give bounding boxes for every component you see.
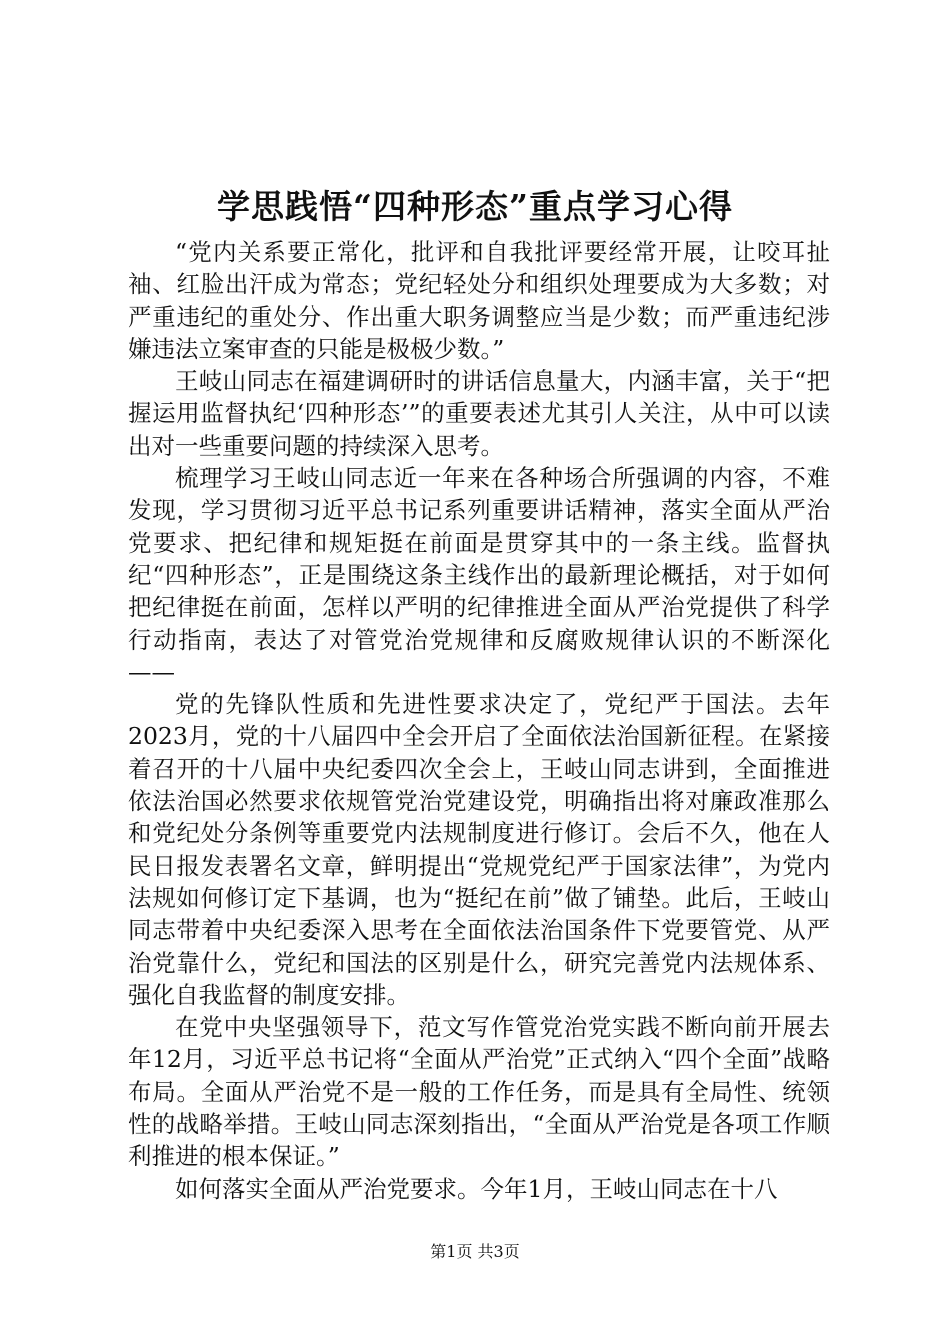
page-footer: 第1页 共3页 <box>430 1242 520 1261</box>
paragraph: 党的先锋队性质和先进性要求决定了，党纪严于国法。去年2023月，党的十八届四中全会开启了全面依法治国新征程。在紧接着召开的十八届中央纪委四次全会上，王岐山同志讲到，全面推进依法治国必然要求依规管党治党建设党，明确指出将对廉政准那么和党纪处分条例等重要党内法规制度进行修订。会后不久，他在人民日报发表署名文章，鲜明提出“党规党纪严于国家法律”，为党内法规如何修订定下基调，也为“挺纪在前”做了铺垫。此后，王岐山同志带着中央纪委深入思考在全面依法治国条件下党要管党、从严治党靠什么，党纪和国法的区别是什么，研究完善党内法规体系、强化自我监督的制度安排。 <box>128 690 830 1009</box>
paragraph: 在党中央坚强领导下，范文写作管党治党实践不断向前开展去年12月，习近平总书记将“全面从严治党”正式纳入“四个全面”战略布局。全面从严治党不是一般的工作任务，而是具有全局性、统领性的战略举措。王岐山同志深刻指出，“全面从严治党是各项工作顺利推进的根本保证。” <box>128 1013 830 1171</box>
document-title: 学思践悟“四种形态”重点学习心得 <box>217 187 733 226</box>
paragraph: 如何落实全面从严治党要求。今年1月，王岐山同志在十八 <box>175 1174 778 1203</box>
paragraph: 梳理学习王岐山同志近一年来在各种场合所强调的内容，不难发现，学习贯彻习近平总书记系列重要讲话精神，落实全面从严治党要求、把纪律和规矩挺在前面是贯穿其中的一条主线。监督执纪“四种形态”，正是围绕这条主线作出的最新理论概括，对于如何把纪律挺在前面，怎样以严明的纪律推进全面从严治党提供了科学行动指南，表达了对管党治党规律和反腐败规律认识的不断深化—— <box>128 464 830 686</box>
paragraph: “党内关系要正常化，批评和自我批评要经常开展，让咬耳扯袖、红脸出汗成为常态；党纪轻处分和组织处理要成为大多数；对严重违纪的重处分、作出重大职务调整应当是少数；而严重违纪涉嫌违法立案审查的只能是极极少数。” <box>128 238 830 363</box>
paragraph: 王岐山同志在福建调研时的讲话信息量大，内涵丰富，关于“把握运用监督执纪‘四种形态’”的重要表述尤其引人关注，从中可以读出对一些重要问题的持续深入思考。 <box>128 367 830 460</box>
document-body <box>128 236 830 1205</box>
